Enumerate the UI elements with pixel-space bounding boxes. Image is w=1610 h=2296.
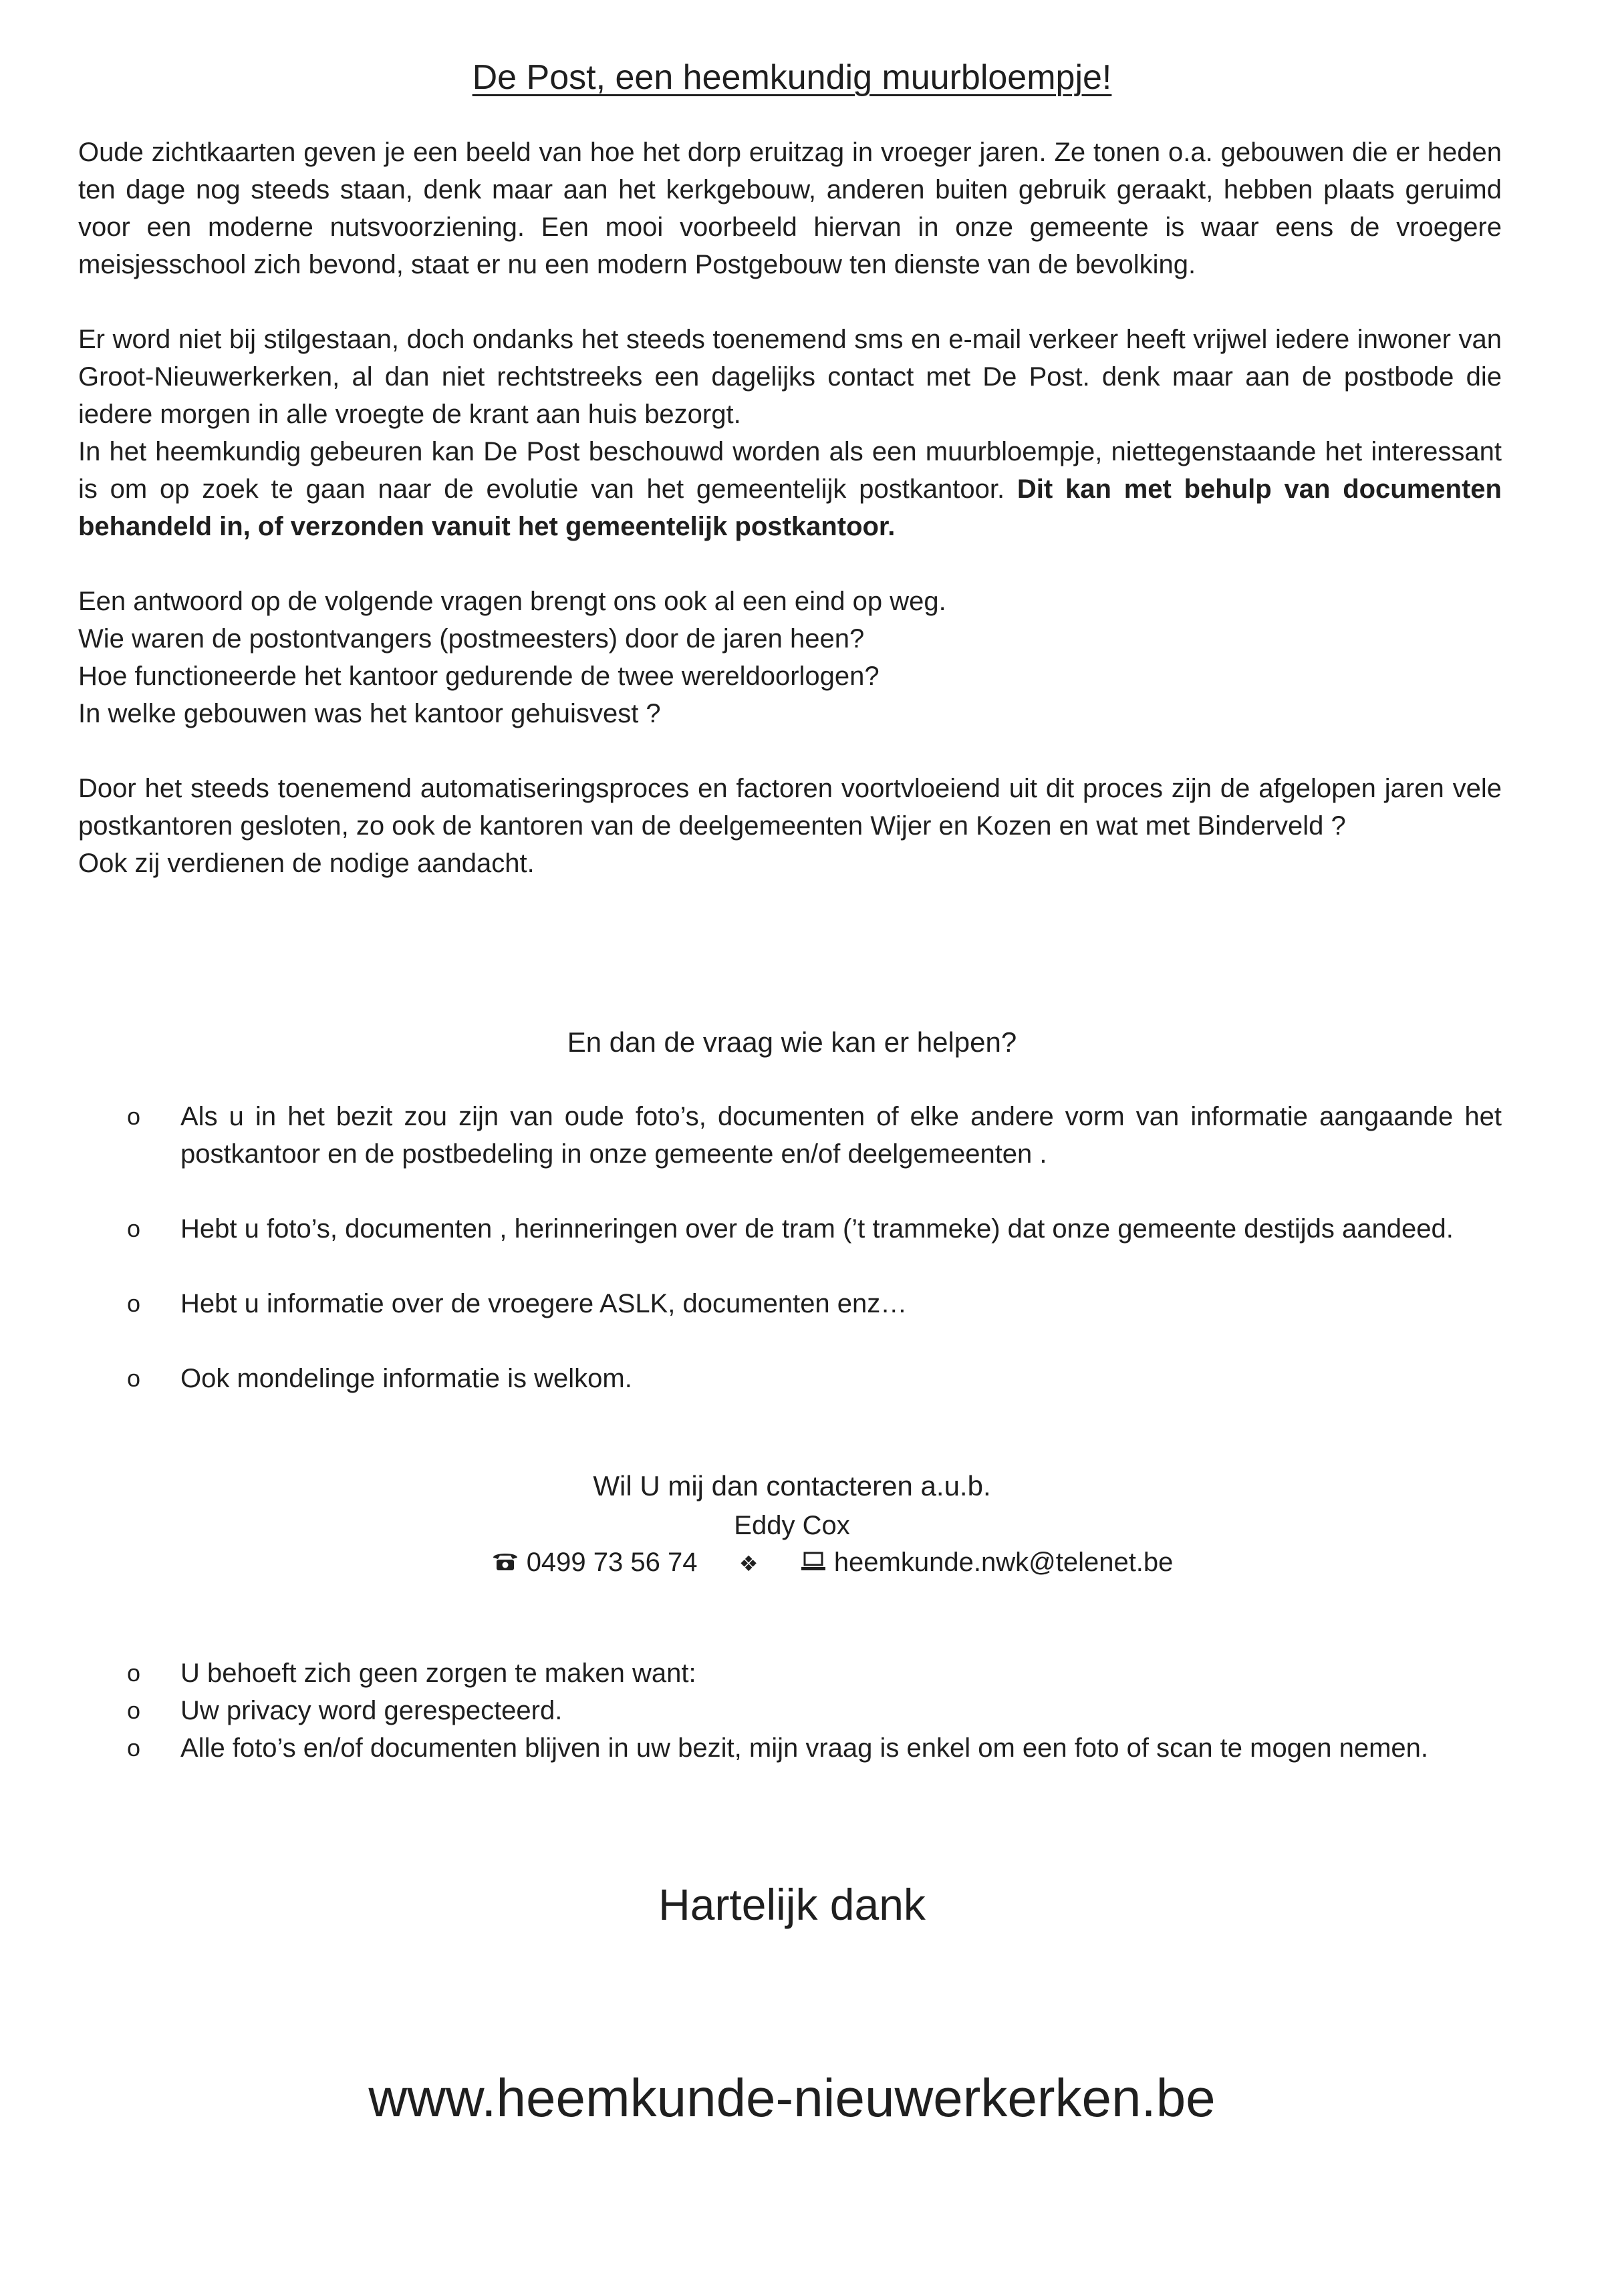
questions-lead: Een antwoord op de volgende vragen brengt ons ook al een eind op weg. (78, 587, 946, 616)
privacy-item-text: Alle foto’s en/of documenten blijven in uw bezit, mijn vraag is enkel om een foto of scan te mogen nemen. (180, 1733, 1428, 1763)
privacy-item-3 (127, 1729, 1502, 1767)
help-item-text: Hebt u foto’s, documenten , herinneringen over de tram (’t trammeke) dat onze gemeente destijds aandeed. (180, 1214, 1454, 1244)
bullet-glyph: o (127, 1215, 141, 1242)
privacy-item-text: Uw privacy word gerespecteerd. (180, 1696, 563, 1725)
intro-paragraph-3-bold: Dit kan met behulp van documenten behandeld in, of verzonden vanuit het gemeentelijk postkantoor. (78, 474, 1502, 541)
bullet-glyph: o (127, 1697, 141, 1724)
intro-paragraph-2: Er word niet bij stilgestaan, doch ondanks het steeds toenemend sms en e-mail verkeer heeft vrijwel iedere inwoner van Groot-Nieuwerkerken, al dan niet rechtstreeks een dagelijks contact met De Post. denk maar aan de postbode die iedere morgen in alle vroegte de krant aan huis bezorgt. (78, 325, 1502, 429)
help-item-text: Als u in het bezit zou zijn van oude foto’s, documenten of elke andere vorm van informatie aangaande het postkantoor en de postbedeling in onze gemeente en/of deelgemeenten . (180, 1102, 1502, 1169)
help-heading: En dan de vraag wie kan er helpen? (567, 1026, 1017, 1058)
help-item-3 (127, 1285, 1502, 1322)
bullet-glyph: o (127, 1659, 141, 1687)
bullet-glyph: o (127, 1734, 141, 1761)
phone-number[interactable]: 0499 73 56 74 (526, 1548, 698, 1577)
help-item-2 (127, 1210, 1502, 1248)
question-2: Hoe functioneerde het kantoor gedurende de twee wereldoorlogen? (78, 662, 880, 691)
intro-paragraph-3-text: In het heemkundig gebeuren kan De Post beschouwd worden als een muurbloempje, niettegenstaande het interessant is om op zoek te gaan naar de evolutie van het gemeentelijk postkantoor. (78, 437, 1502, 504)
contact-name: Eddy Cox (734, 1511, 850, 1540)
bullet-glyph: o (127, 1103, 141, 1130)
page-title: De Post, een heemkundig muurbloempje! (472, 58, 1112, 97)
email-address[interactable]: heemkunde.nwk@telenet.be (833, 1548, 1174, 1577)
intro-paragraph-1: Oude zichtkaarten geven je een beeld van hoe het dorp eruitzag in vroeger jaren. Ze tonen o.a. gebouwen die er heden ten dage nog steeds staan, denk maar aan het kerkgebouw, anderen buiten gebruik geraakt, hebben plaats geruimd voor een moderne nutsvoorziening. Een mooi voorbeeld hiervan in onze gemeente is waar eens de vroegere meisjesschool zich bevond, staat er nu een modern Postgebouw ten dienste van de bevolking. (78, 138, 1502, 279)
privacy-item-text: U behoeft zich geen zorgen te maken want: (180, 1659, 696, 1688)
contact-details (40, 1544, 1610, 1582)
closure-paragraph-2: Ook zij verdienen de nodige aandacht. (78, 849, 535, 878)
privacy-list (127, 1655, 1502, 1767)
separator-icon: ❖ (739, 1551, 759, 1576)
privacy-item-2 (127, 1692, 1502, 1729)
help-item-4 (127, 1360, 1502, 1397)
website-link[interactable]: www.heemkunde-nieuwerkerken.be (368, 2068, 1216, 2128)
intro-section (78, 134, 1502, 882)
question-3: In welke gebouwen was het kantoor gehuisvest ? (78, 699, 661, 728)
help-list (127, 1098, 1502, 1397)
computer-icon (800, 1545, 827, 1582)
bullet-glyph: o (127, 1290, 141, 1317)
help-item-text: Hebt u informatie over de vroegere ASLK, documenten enz… (180, 1289, 908, 1318)
help-item-1 (127, 1098, 1502, 1173)
contact-request: Wil U mij dan contacteren a.u.b. (593, 1470, 991, 1501)
thanks-heading: Hartelijk dank (658, 1880, 926, 1929)
intro-paragraph-3 (78, 433, 1502, 545)
closure-paragraph-1: Door het steeds toenemend automatiseringsproces en factoren voortvloeiend uit dit proces zijn de afgelopen jaren vele postkantoren gesloten, zo ook de kantoren van de deelgemeenten Wijer en Kozen en wat met Binderveld ? (78, 774, 1502, 841)
question-1: Wie waren de postontvangers (postmeesters) door de jaren heen? (78, 624, 865, 654)
telephone-icon (491, 1545, 519, 1582)
bullet-glyph: o (127, 1365, 141, 1392)
privacy-item-1 (127, 1655, 1502, 1692)
help-item-text: Ook mondelinge informatie is welkom. (180, 1364, 632, 1393)
